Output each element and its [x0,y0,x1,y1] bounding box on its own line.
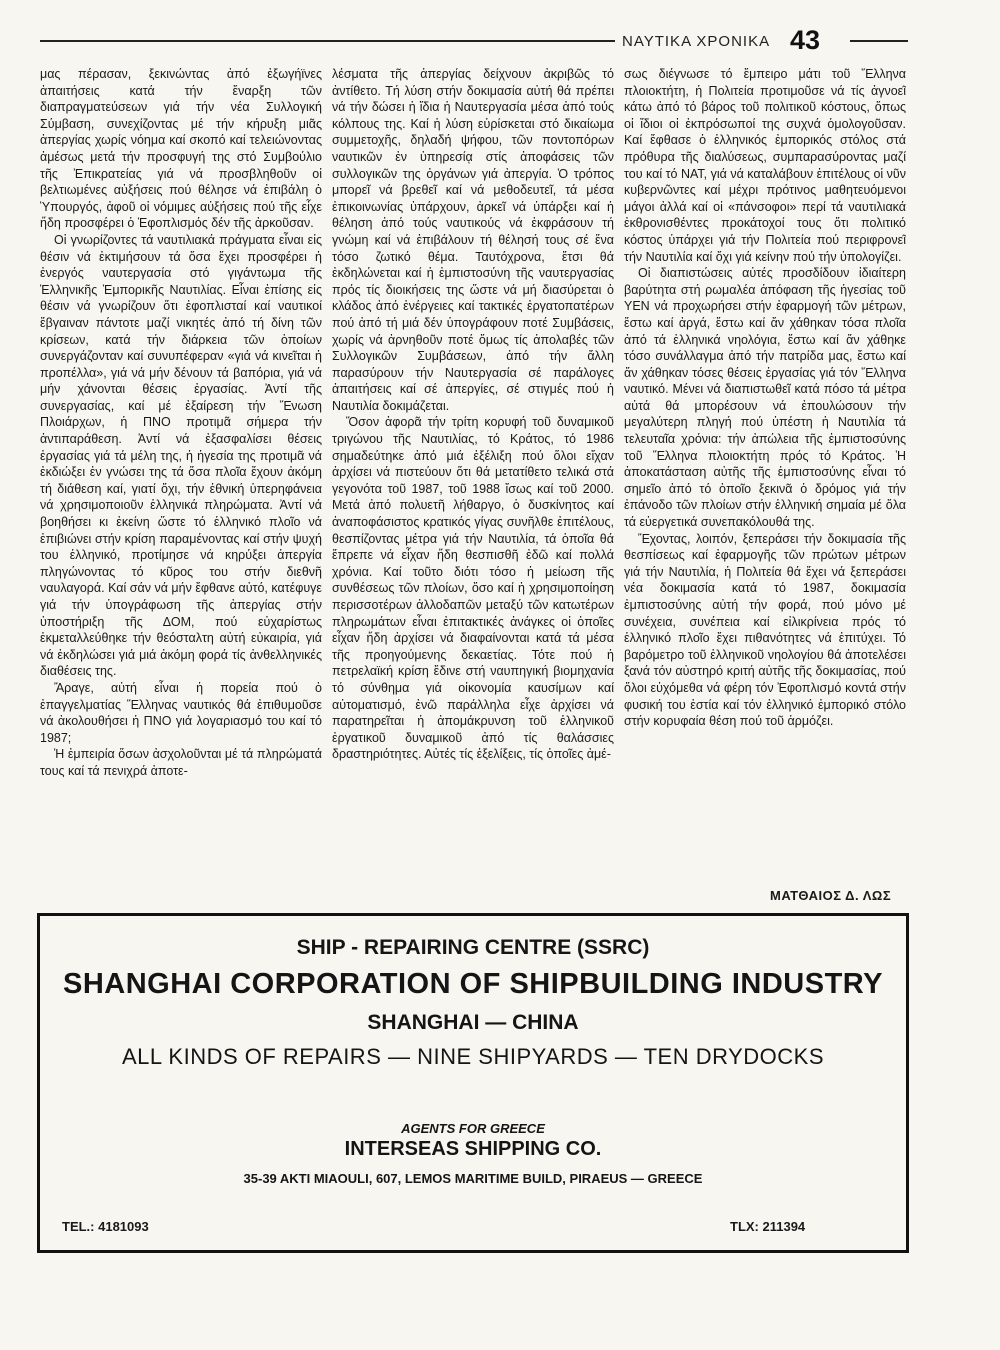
article-column-3 [624,66,906,881]
ad-telephone: TEL.: 4181093 [62,1219,149,1234]
magazine-title: ΝΑΥΤΙΚΑ ΧΡΟΝΙΚΑ [622,33,771,50]
paragraph: Οἱ διαπιστώσεις αὐτές προσδίδουν ἰδιαίτερη βαρύτητα στή ρωμαλέα ἀπόφαση τῆς ἡγεσίας τοῦ ΥΕΝ νά προχωρήσει στήν ἐφαρμογή τῶν μέτρων, ἔστω καί ἀργά, ἔστω καί ἄν χάθηκαν τόσα πλοῖα ἀπό τά ἑλληνικά νηολόγια, ἔστω καί ἄν χάθηκε τόσο συνάλλαγμα ἀπό τήν πατρίδα μας, ἔστω καί ἄν χάθηκαν τόσες θέσεις ἐργασίας γιά τόν Ἕλληνα ναυτικό. Μένει νά διαπιστωθεῖ κατά πόσο τά μέτρα αὐτά θά μπορέσουν νά ἐπουλώσουν τήν μεγαλύτερη πληγή πού ὑπέστη ἡ Ναυτιλία τά τελευταῖα χρόνια: τήν ἀπώλεια τῆς ἐμπιστοσύνης τοῦ Ἕλληνα πλοιοκτήτη πρός τό Κράτος. Ἡ ἀποκατάσταση αὐτῆς τῆς ἐμπιστοσύνης εἶναι τό σημεῖο ἀπό τό ὁποῖο ξεκινᾶ ὁ δρόμος γιά τήν ἐπάνοδο τῶν πλοίων στήν ἑλληνική σημαία μέ ὅλα τά εὐεργετικά συνεπακόλουθά της. [624,266,906,530]
header-rule-left [40,40,615,42]
paragraph: λέσματα τῆς ἀπεργίας δείχνουν ἀκριβῶς τό ἀντίθετο. Τή λύση στήν δοκιμασία αὐτή θά πρέπει νά τήν δώσει ἡ ἴδια ἡ Ναυτεργασία μέσα ἀπό τούς κόλπους της. Καί ἡ λύση εὑρίσκεται στό δικαίωμα συμμετοχῆς, δηλαδή ψήφου, τῶν ποντοπόρων ναυτικῶν ἐν ὑπηρεσίᾳ στίς ἀποφάσεις τῶν συλλογικῶν της ὀργάνων γιά ἀπεργία. Ὁ τρόπος μπορεῖ νά βρεθεῖ καί νά μεθοδευτεῖ, τά μέσα ἐπικοινωνίας ὑπάρχουν, ἀρκεῖ νά ὑπάρξει καί ἡ θέληση ἀπό τούς ναυτικούς νά ἐκφράσουν τή γνώμη καί νά ἐπιβάλουν τή θέλησή τους σέ ἕνα τόσο ζωτικό θέμα. Ταυτόχρονα, ἔτσι θά ἐκδηλώνεται καί ἡ ἐμπιστοσύνη τῆς ναυτεργασίας πρός τίς διοικήσεις της ὥστε νά μή διασύρεται ὁ κλάδος ἀπό ἐνέργειες καί τακτικές ἐργατοπατέρων πού ἀπό τή μιά δέν ὑπογράφουν ποτέ Συμβάσεις, χωρίς νά ἀρνηθοῦν ποτέ ὅμως τίς ἀπολαβές τῶν Συλλογικῶν Συμβάσεων, ἀπό τήν ἄλλη παρασύρουν τήν Ναυτεργασία σέ παράλογες ἀπαιτήσεις καί σέ ἀπεργίες, σέ στιγμές πού ἡ Ναυτιλία δοκιμάζεται. [332,67,614,413]
article-author: ΜΑΤΘΑΙΟΣ Δ. ΛΩΣ [770,888,892,903]
paragraph: μας πέρασαν, ξεκινώντας ἀπό ἐξωγήϊνες ἀπαιτήσεις κατά τήν ἔναρξη τῶν διαπραγματεύσεων γιά τήν νέα Συλλογική Σύμβαση, συνεχίζοντας μέ τήν κήρυξη μιᾶς ἀπεργίας χωρίς νόημα καί σκοπό καί τελειώνοντας ἀμέσως μετά τήν προσφυγή της στό Συμβούλιο τῆς Ἐπικρατείας γιά νά προσβληθοῦν οἱ βελτιωμένες αὐξήσεις πού θέλησε νά ἐπιβάλη ὁ Ὑπουργός, ἀφοῦ οἱ νόμιμες αὐξήσεις πού τῆς εἶχε ἤδη προσφέρει ὁ Ἐφοπλισμός δέν τῆς ἀρκοῦσαν. [40,67,322,231]
ad-services: ALL KINDS OF REPAIRS — NINE SHIPYARDS — TEN DRYDOCKS [121,1044,825,1069]
paragraph: σως διέγνωσε τό ἔμπειρο μάτι τοῦ Ἕλληνα πλοιοκτήτη, ἡ Πολιτεία προτιμοῦσε νά τίς ἀγνοεῖ κάτω ἀπό τό βάρος τοῦ πολιτικοῦ κόστους, ὅπως οἱ ἴδιοι οἱ ἐκπρόσωποί της συχνά ὁμολογοῦσαν. Καί ἔφθασε ὁ ἑλληνικός ἐμπορικός στόλος στά πρόθυρα τῆς διαλύσεως, συμπαρασύροντας μαζί του καί τό ΝΑΤ, γιά νά καταλάβουν ἐπιτέλους οἱ νῦν κυβερνῶντες καί μέχρι πρότινος μαθητευόμενοι μάγοι ἀλλά καί οἱ «πάνσοφοι» περί τά ναυτιλιακά ἐκθρονισθέντες προκάτοχοί τους ὅτι πολιτικό κόστος ὑπάρχει γιά τήν Πολιτεία πού περιφρονεῖ τήν Ναυτιλία καί ὄχι γιά κείνην πού τήν ὑπολογίζει. [624,67,906,264]
paragraph: Οἱ γνωρίζοντες τά ναυτιλιακά πράγματα εἶναι εἰς θέσιν νά ἐκτιμήσουν τά ὅσα ἔχει προσφέρει ἡ ἐνεργός ναυτεργασία στό γιγάντωμα τῆς Ἑλληνικῆς Ἐμπορικῆς Ναυτιλίας. Εἶναι ἐπίσης εἰς θέσιν νά γνωρίζουν ὅτι ἐφοπλισταί καί ναυτικοί ἔβγαιναν πάντοτε μαζί νικητές ἀπό τή δίνη τῶν κρίσεων, κατά τήν διάρκεια τῶν ὁποίων συνεργάζονταν καί συνυπέφεραν «γιά νά κινεῖται ἡ προπέλλα», γιά νά μήν δένουν τά βαπόρια, γιά νά μήν χάνονται θέσεις ἐργασίας. Ἀντί τῆς συνεργασίας, καί μέ ἐξαίρεση τήν Ἕνωση Πλοιάρχων, ἡ ΠΝΟ προτιμᾶ σήμερα τήν ἀντιπαράθεση. Ἀντί νά ἐξασφαλίσει θέσεις ἐργασίας γιά τά μέλη της, ἡ ἡγεσία της προτιμᾶ νά ἐκδιώξει ἐν γνώσει της τά ὅσα πλοῖα ἔχουν ἀκόμη τή διάθεση καί, γιατί ὄχι, τήν ἐθνική ὑπερηφάνεια νά χρησιμοποιοῦν ἑλληνικά πληρώματα. Ἀντί νά βοηθήσει κι ἐκείνη ὥστε τό ἑλληνικό πλοῖο νά ἐπιβιώνει στήν κρίση παραμένοντας καί στήν ψυχή του ἑλληνικό, προτίμησε νά κηρύξει ἀπεργία πληγώνοντας τό κῦρος του στήν διεθνῆ ναυλαγορά. Καί σάν νά μήν ἔφθανε αὐτό, κατέφυγε γιά τήν ὑπογράφωση τῆς ἀπεργίας στήν ὑποστήριξη τῆς ΔΟΜ, πού εὐχαρίστως ἐκμεταλλεύθηκε τήν θεόσταλτη αὐτή εὐκαιρία, γιά νά ἐκδηλώσει γιά μιά ἀκόμη φορά τίς ἀνθελληνικές διαθέσεις της. [40,232,322,679]
advertisement-box [37,913,909,1253]
paragraph: Ἔχοντας, λοιπόν, ξεπεράσει τήν δοκιμασία τῆς θεσπίσεως καί ἐφαρμογῆς τῶν πρώτων μέτρων γιά τήν Ναυτιλία, ἡ Πολιτεία θά ἔχει νά ξεπεράσει νέα δοκιμασία κατά τό 1987, δοκιμασία ἐμπιστοσύνης αὐτή τήν φορά, πού μόνο μέ συνέχεια, συνέπεια καί εἰλικρίνεια πρός τό ἑλληνικό πλοῖο ἔχει πιθανότητες νά ἐπιτύχει. Τό βαρόμετρο τοῦ ἑλληνικοῦ νηολογίου θά ἀποτελέσει ξανά τόν αὐστηρό κριτή αὐτῆς τῆς δοκιμασίας, πού ὅλοι εὐχόμεθα νά φέρη τόν Ἐφοπλισμό κοντά στήν φυσική του ἑστία καί τόν ἑλληνικό ἐμπορικό στόλο στήν κορυφαία θέση πού τοῦ ἁρμόζει. [624,531,906,729]
ad-telex: TLX: 211394 [730,1219,806,1234]
page-number: 43 [790,25,821,55]
header-rule-right [850,40,908,42]
ad-company-name: SHANGHAI CORPORATION OF SHIPBUILDING INDUSTRY [62,968,883,1000]
paragraph: Ὅσον ἀφορᾶ τήν τρίτη κορυφή τοῦ δυναμικοῦ τριγώνου τῆς Ναυτιλίας, τό Κράτος, τό 1986 σημαδεύτηκε ἀπό μιά ἐξέλιξη πού ὅλοι εἴχαν ἀρχίσει νά πιστεύουν ὅτι θά μετατίθετο τελικά στά γεγονότα τοῦ 1987, τοῦ 1988 ἴσως καί τοῦ 2000. Μετά ἀπό πολυετῆ λήθαργο, ὁ δυσκίνητος καί ἀναποφάσιστος κρατικός γίγας συνῆλθε ἐπιτέλους, θεσπίζοντας μέτρα γιά τήν Ναυτιλία, τά ὁποῖα θά ἔπρεπε νά εἶχαν ἤδη θεσπισθῆ ἐδῶ καί πολλά χρόνια. Καί τοῦτο διότι τόσο ἡ μείωση τῆς συνθέσεως τῶν πλοίων, ὅσο καί ἡ χρησιμοποίηση περισσοτέρων ἀλλοδαπῶν μεταξύ τῶν κατωτέρων πληρωμάτων εἶναι ἐπιτακτικές ἀνάγκες οἱ ὁποῖες εἶχαν ἤδη ἀρχίσει νά διαφαίνονται κατά τά μέσα τῆς προηγούμενης δεκαετίας. Τότε πού ἡ πετρελαϊκή κρίση ἔδινε στή ναυπηγική βιομηχανία τό σύνθημα γιά οἰκονομία καυσίμων καί αὐτοματισμό, ἐνῶ παράλληλα εἶχε ἀρχίσει νά παρατηρεῖται ἡ ἀπομάκρυνση τοῦ ἑλληνικοῦ ἐργατικοῦ δυναμικοῦ ἀπό τίς θαλάσσιες δραστηριότητες. Αὐτές τίς ἐξελίξεις, τίς ὁποῖες ἀμέ- [332,415,614,762]
ad-agent-name: INTERSEAS SHIPPING CO. [344,1138,602,1160]
ad-address: 35-39 AKTI MIAOULI, 607, LEMOS MARITIME BUILD, PIRAEUS — GREECE [243,1171,703,1186]
article-column-2 [332,66,614,901]
ad-location: SHANGHAI — CHINA [367,1011,579,1034]
paragraph: Ἡ ἐμπειρία ὅσων ἀσχολοῦνται μέ τά πληρώματά τους καί τά πενιχρά ἀποτε- [40,747,322,778]
article-column-1 [40,66,322,901]
ad-agents-label: AGENTS FOR GREECE [401,1121,545,1136]
paragraph: Ἄραγε, αὐτή εἶναι ἡ πορεία πού ὁ ἐπαγγελματίας Ἕλληνας ναυτικός θά ἐπιθυμοῦσε νά ἀκολουθήσει ἡ ΠΝΟ γιά λογαριασμό του καί τό 1987; [40,680,322,745]
ad-headline: SHIP - REPAIRING CENTRE (SSRC) [296,936,650,959]
